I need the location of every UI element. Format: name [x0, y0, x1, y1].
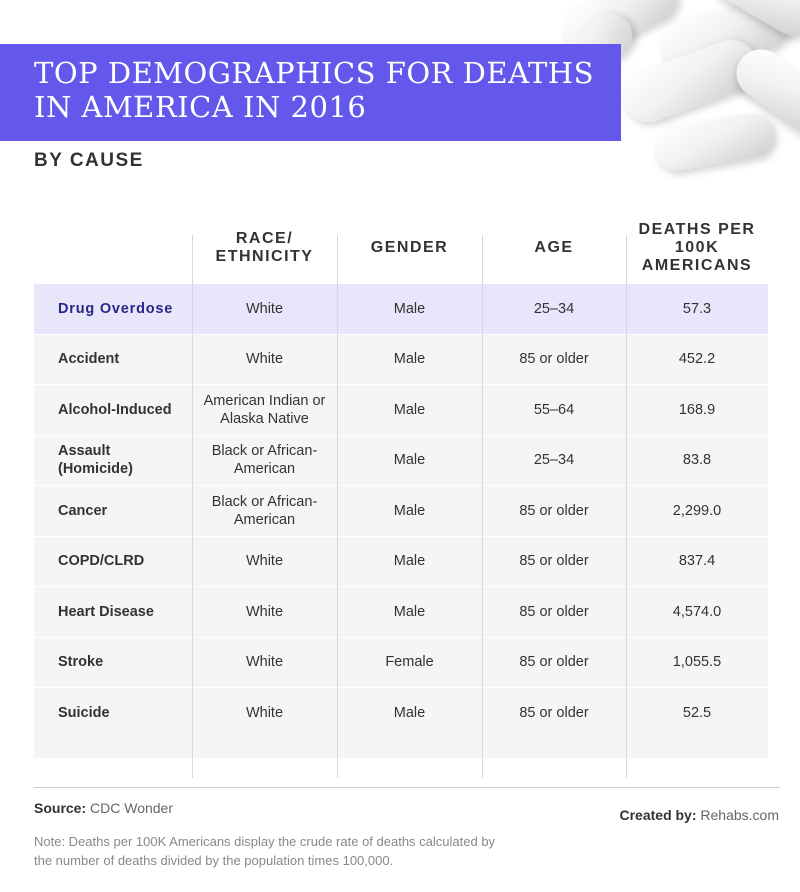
column-divider: [337, 235, 338, 778]
cell-race-ethnicity: White: [245, 553, 284, 570]
cell-gender: Male: [393, 452, 426, 469]
cell-cause: Stroke: [58, 654, 104, 671]
cell-age: 85 or older: [519, 603, 589, 620]
column-divider: [192, 235, 193, 778]
cell-cause: Assault (Homicide): [58, 443, 133, 478]
cell-deaths: 1,055.5: [672, 654, 722, 671]
table-row: [34, 687, 768, 738]
cell-cause: Alcohol-Induced: [58, 401, 172, 418]
cell-gender: Female: [385, 654, 434, 671]
table-row: [34, 435, 768, 486]
table-row: [34, 334, 768, 385]
cell-age: 85 or older: [519, 704, 589, 721]
created-value: Rehabs.com: [700, 807, 779, 823]
table-end-row: [34, 738, 768, 758]
cell-gender: Male: [393, 300, 426, 317]
cell-cause: Heart Disease: [58, 603, 154, 620]
page-title: TOP DEMOGRAPHICS FOR DEATHS IN AMERICA IN 2016: [34, 56, 594, 124]
cell-deaths: 57.3: [682, 300, 712, 317]
cell-cause: Accident: [58, 351, 120, 368]
cell-deaths: 2,299.0: [672, 502, 722, 519]
cell-cause: Cancer: [58, 502, 108, 519]
cell-race-ethnicity: White: [245, 704, 284, 721]
column-divider: [482, 235, 483, 778]
cell-age: 25–34: [533, 452, 575, 469]
cell-deaths: 4,574.0: [672, 603, 722, 620]
cell-deaths: 83.8: [682, 452, 712, 469]
cell-deaths: 52.5: [682, 704, 712, 721]
header-deaths: DEATHS PER 100K AMERICANS: [638, 221, 756, 274]
cell-race-ethnicity: White: [245, 654, 284, 671]
pill-shape: [652, 110, 778, 174]
cell-gender: Male: [393, 704, 426, 721]
title-band: [0, 44, 621, 141]
cell-age: 85 or older: [519, 351, 589, 368]
cell-gender: Male: [393, 351, 426, 368]
table-row: [34, 536, 768, 587]
cell-cause: Drug Overdose: [58, 300, 174, 317]
cell-gender: Male: [393, 502, 426, 519]
cell-deaths: 168.9: [678, 401, 716, 418]
cell-age: 85 or older: [519, 502, 589, 519]
cell-age: 85 or older: [519, 654, 589, 671]
cell-gender: Male: [393, 603, 426, 620]
header-gender: GENDER: [370, 239, 449, 256]
demographics-table: [34, 213, 768, 758]
table-body: [34, 283, 768, 738]
cell-deaths: 837.4: [678, 553, 716, 570]
table-row: [34, 283, 768, 334]
cell-age: 55–64: [533, 401, 575, 418]
header-cause: [34, 213, 192, 283]
footer-divider: [34, 787, 780, 788]
source-value: CDC Wonder: [90, 800, 174, 816]
cell-cause: Suicide: [58, 704, 110, 721]
table-header: [34, 213, 768, 283]
cell-deaths: 452.2: [678, 351, 716, 368]
source-label: Source:: [34, 800, 87, 816]
cell-race-ethnicity: White: [245, 351, 284, 368]
cell-race-ethnicity: White: [245, 300, 284, 317]
cell-cause: COPD/CLRD: [58, 553, 145, 570]
created-label: Created by:: [619, 807, 697, 823]
cell-race-ethnicity: Black or African-American: [211, 443, 318, 478]
table-row: [34, 637, 768, 688]
cell-race-ethnicity: Black or African-American: [211, 493, 318, 528]
table-row: [34, 485, 768, 536]
page-subtitle: BY CAUSE: [34, 150, 144, 171]
column-divider: [626, 235, 627, 778]
table-row: [34, 384, 768, 435]
source-line: [34, 800, 173, 816]
cell-race-ethnicity: White: [245, 603, 284, 620]
table-row: [34, 586, 768, 637]
header-age: AGE: [534, 239, 574, 256]
cell-gender: Male: [393, 553, 426, 570]
cell-age: 85 or older: [519, 553, 589, 570]
cell-race-ethnicity: American Indian or Alaska Native: [203, 392, 326, 427]
created-by-line: [619, 807, 779, 823]
cell-age: 25–34: [533, 300, 575, 317]
footnote: Note: Deaths per 100K Americans display the crude rate of deaths calculated by the number of deaths divided by the population times 100,000.: [34, 834, 496, 868]
cell-gender: Male: [393, 401, 426, 418]
header-race-ethnicity: RACE/ ETHNICITY: [215, 230, 314, 265]
